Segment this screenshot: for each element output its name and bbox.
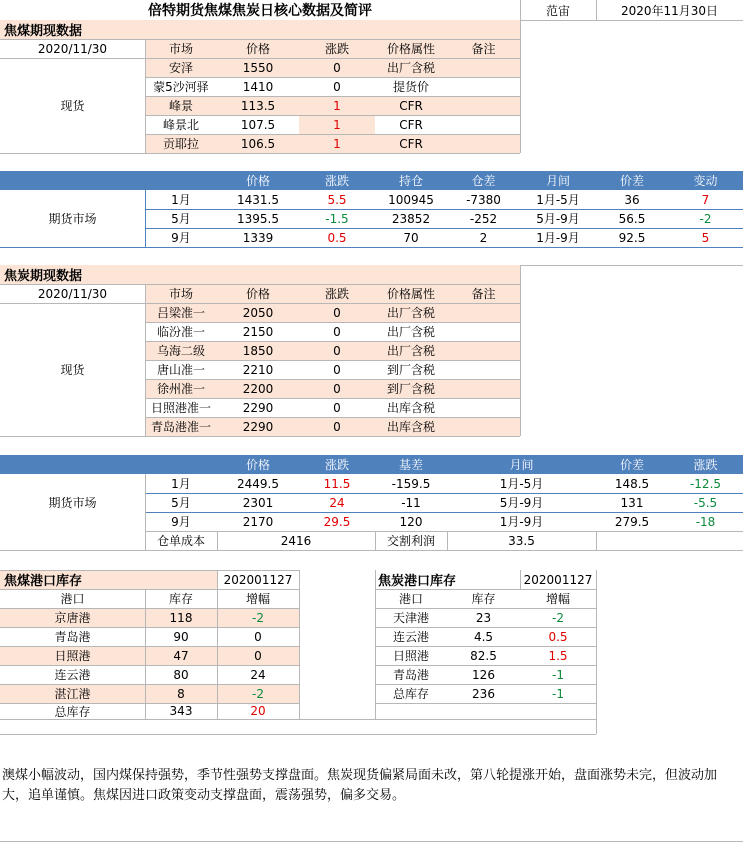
stock-change: 1.5 [548,648,568,663]
price-value: 1339 [242,230,274,245]
oi-change: -252 [469,211,498,226]
port-name: 日照港 [392,649,429,663]
price-value: 113.5 [240,98,276,113]
report-date: 2020年11月30日 [620,3,719,18]
spot-group-label: 现货 [60,99,85,113]
port-name: 青岛港 [392,668,429,682]
change-value: 0 [333,400,341,415]
stock-value: 47 [173,648,189,663]
report-title: 倍特期货焦煤焦炭日核心数据及简评 [148,3,372,19]
column-header: 价格属性 [386,42,435,56]
stock-change: 0 [254,648,262,663]
section-title: 焦煤期现数据 [4,24,83,39]
stock-change: -2 [252,686,264,701]
spread-change: -18 [695,514,716,529]
delivery-profit-value: 33.5 [508,533,535,548]
open-interest: 70 [403,230,419,245]
column-header: 价差 [619,174,644,188]
column-header: 增幅 [245,592,270,606]
spread-change: 5 [701,230,710,245]
price-value: 2200 [242,381,274,396]
stock-value: 23 [475,610,492,625]
change-value: 0 [333,324,341,339]
column-header: 增幅 [545,592,570,606]
market-name: 峰景 [168,99,193,113]
column-header: 月间 [509,458,534,472]
column-header: 价格 [245,458,270,472]
spread-label: 1月-9月 [536,231,580,245]
price-attribute: 出厂含税 [386,325,435,339]
price-value: 106.5 [240,136,276,151]
spot-group-label: 现货 [60,363,85,377]
spread-label: 1月-9月 [499,515,544,529]
change-value: 0 [333,362,341,377]
oi-change: -7380 [466,192,501,207]
stock-value: 126 [472,667,495,682]
port-name: 京唐港 [54,611,91,625]
column-header: 价格 [245,287,270,301]
stock-value: 118 [169,610,193,625]
market-name: 贡耶拉 [162,137,199,151]
futures-group-label: 期货市场 [48,496,97,510]
stock-value: 8 [177,686,185,701]
column-header: 市场 [168,287,193,301]
spread-change: 7 [701,192,710,207]
spread-label: 5月-9月 [536,212,580,226]
inventory-date: 202001127 [523,572,593,587]
price-value: 2050 [242,305,274,320]
price-value: 1431.5 [237,192,279,207]
port-name: 连云港 [54,668,91,682]
change-value: 0 [333,381,341,396]
change-value: 0 [333,79,341,94]
price-attribute: 提货价 [392,80,429,94]
column-header: 涨跌 [324,287,349,301]
change-value: 0 [333,305,341,320]
stock-value: 80 [173,667,189,682]
change-value: 1 [333,136,341,151]
price-attribute: 出厂含税 [386,344,435,358]
change-value: 24 [329,495,345,510]
spread-change: -12.5 [689,476,722,491]
price-value: 1850 [242,343,274,358]
port-name: 日照港 [54,649,91,663]
spread-value: 131 [620,495,644,510]
port-name: 总库存 [54,704,91,719]
column-header: 库存 [471,592,496,606]
price-attribute: 出库含税 [386,401,435,415]
spread-value: 148.5 [614,476,650,491]
stock-value: 4.5 [473,629,494,644]
change-value: 0 [333,419,341,434]
stock-change: -2 [552,610,564,625]
analyst-name: 范宙 [545,3,570,18]
port-name: 总库存 [392,687,429,701]
column-header: 持仓 [398,174,423,188]
stock-change: 20 [250,704,266,718]
market-name: 唐山准一 [156,363,205,377]
column-header: 涨跌 [324,174,349,188]
contract-month: 1月 [171,477,191,491]
change-value: 1 [333,98,341,113]
price-value: 2301 [242,495,274,510]
oi-change: 2 [479,230,488,245]
market-name: 安泽 [168,61,193,75]
column-header: 涨跌 [693,458,718,472]
contract-month: 9月 [171,515,191,529]
change-value: 0.5 [327,230,347,245]
open-interest: 23852 [391,211,431,226]
contract-month: 9月 [171,231,191,245]
price-value: 2210 [242,362,274,377]
port-name: 湛江港 [54,687,91,701]
basis-value: -159.5 [391,476,431,491]
stock-change: -1 [552,686,564,701]
spread-change: -5.5 [693,495,718,510]
column-header: 涨跌 [324,42,349,56]
price-attribute: CFR [399,136,423,151]
price-attribute: 到厂含税 [386,363,435,377]
basis-value: -11 [401,495,421,510]
stock-change: -2 [252,610,264,625]
spot-date: 2020/11/30 [37,41,108,56]
column-header: 库存 [168,592,193,606]
futures-group-label: 期货市场 [48,212,97,226]
market-name: 临汾准一 [156,325,205,339]
column-header: 变动 [693,174,718,188]
price-attribute: 出库含税 [386,420,435,434]
change-value: 0 [333,60,341,75]
port-name: 天津港 [392,611,429,625]
market-name: 吕梁准一 [156,306,205,320]
spread-label: 5月-9月 [499,496,544,510]
change-value: 5.5 [327,192,347,207]
column-header: 月间 [545,174,570,188]
spread-value: 36 [624,192,640,207]
price-value: 1410 [242,79,274,94]
port-name: 连云港 [392,630,429,644]
price-attribute: CFR [399,117,423,132]
warrant-cost-value: 2416 [280,533,312,548]
stock-value: 90 [173,629,189,644]
contract-month: 5月 [171,212,191,226]
market-name: 徐州准一 [156,382,205,396]
stock-value: 343 [169,704,193,718]
port-name: 青岛港 [54,630,91,644]
change-value: 1 [299,115,375,134]
stock-change: 24 [250,667,266,682]
price-attribute: 出厂含税 [386,61,435,75]
price-value: 2290 [242,419,274,434]
basis-value: 120 [399,514,423,529]
column-header: 港口 [398,592,423,606]
price-value: 107.5 [240,117,276,132]
inventory-title: 焦煤港口库存 [4,574,83,589]
column-header: 备注 [471,287,496,301]
spread-value: 56.5 [618,211,646,226]
column-header: 仓差 [471,174,496,188]
market-name: 青岛港准一 [150,420,211,434]
delivery-profit-label: 交割利润 [386,534,435,548]
stock-value: 236 [472,686,495,701]
market-name: 峰景北 [162,118,199,132]
stock-change: 0.5 [548,629,568,644]
contract-month: 5月 [171,496,191,510]
spread-change: -2 [699,211,712,226]
price-attribute: 出厂含税 [386,306,435,320]
change-value: 29.5 [323,514,351,529]
warrant-cost-label: 仓单成本 [156,534,205,548]
column-header: 价差 [619,458,644,472]
inventory-title: 焦炭港口库存 [378,574,457,589]
market-name: 蒙5沙河驿 [153,80,209,94]
section-title: 焦炭期现数据 [4,269,83,284]
spread-value: 279.5 [614,514,650,529]
spread-label: 1月-5月 [499,477,544,491]
price-value: 1395.5 [237,211,279,226]
column-header: 市场 [168,42,193,56]
spread-label: 1月-5月 [536,193,580,207]
spot-date: 2020/11/30 [37,286,108,301]
market-name: 日照港准一 [150,401,211,415]
change-value: 0 [333,343,341,358]
spread-value: 92.5 [618,230,646,245]
column-header: 备注 [471,42,496,56]
price-value: 1550 [242,60,274,75]
column-header: 价格属性 [386,287,435,301]
column-header: 价格 [245,174,270,188]
price-attribute: CFR [399,98,423,113]
price-value: 2170 [242,514,274,529]
market-name: 乌海二级 [156,344,205,358]
stock-change: -1 [552,667,564,682]
market-commentary: 澳煤小幅波动，国内煤保持强势，季节性强势支撑盘面。焦炭现货偏紧局面未改，第八轮提涨开始，盘面涨势未完，但波动加大，追单谨慎。焦煤因进口政策变动支撑盘面，震荡强势，偏多交易。 [2,768,718,803]
column-header: 港口 [60,592,85,606]
column-header: 基差 [398,458,423,472]
stock-value: 82.5 [470,648,497,663]
change-value: -1.5 [325,211,349,226]
stock-change: 0 [254,629,262,644]
price-value: 2449.5 [237,476,279,491]
change-value: 11.5 [323,476,351,491]
price-attribute: 到厂含税 [386,382,435,396]
column-header: 价格 [245,42,270,56]
price-value: 2290 [242,400,274,415]
column-header: 涨跌 [324,458,349,472]
inventory-date: 202001127 [223,572,293,587]
open-interest: 100945 [388,192,434,207]
price-value: 2150 [242,324,274,339]
contract-month: 1月 [171,193,191,207]
